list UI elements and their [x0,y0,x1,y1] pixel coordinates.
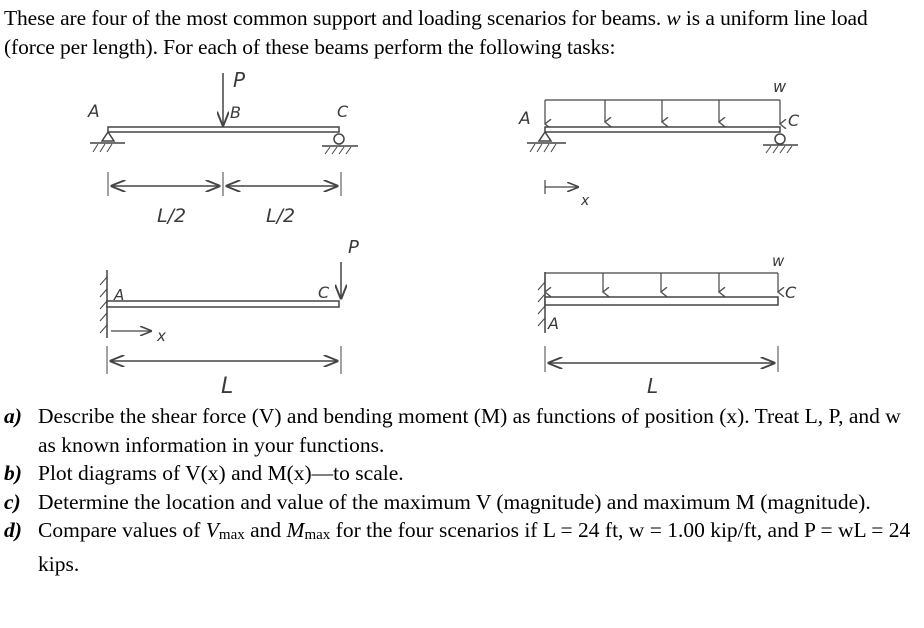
label-A: A [114,286,125,304]
label-x: x [157,327,166,345]
dim-left-half-span: L/2 [157,205,187,227]
dim-right-half-span: L/2 [266,205,296,227]
diagram-cantilever-point-load [100,262,341,374]
label-P: P [348,237,359,258]
task-label: b) [4,461,22,485]
label-w: w [772,252,785,270]
label-w: w [773,77,787,96]
beam-sketches [0,62,924,400]
task-label: a) [4,404,22,428]
task-d [4,516,919,578]
diagram-simply-supported-uniform-load [527,100,798,194]
dim-span-L: L [221,374,234,399]
label-A: A [88,102,100,122]
task-c [4,488,919,517]
label-C: C [788,111,800,130]
label-B: B [230,103,241,122]
intro-text-end: is a uniform line load (force per length). For each of these beams perform the following tasks: [4,6,868,59]
label-C: C [337,102,349,121]
dim-span-L: L [647,374,659,398]
label-A: A [548,314,559,333]
task-label: c) [4,489,21,514]
task-a [4,402,919,459]
task-label: d) [4,518,22,542]
label-x: x [581,193,590,209]
task-b [4,459,919,488]
intro-paragraph [4,4,919,62]
task-list [4,402,919,578]
task-text: Determine the location and value of the maximum V (magnitude) and maximum M (magnitude). [38,489,871,514]
label-C: C [318,283,330,302]
task-text: Describe the shear force (V) and bending moment (M) as functions of position (x). Treat L, P, and w as known information in your functions. [38,404,901,457]
mmax-symbol: M [286,518,305,542]
vmax-symbol: V [205,518,219,542]
label-C: C [785,283,797,302]
diagram-cantilever-uniform-load [538,272,778,372]
label-P: P [233,68,246,92]
task-text: Compare values of $V_{max}$ and $M_{max}$ for the four scenarios if L = 24 ft, w = 1.00 kip/ft, and P = wL = 24 kips. [38,518,911,576]
diagram-simply-supported-point-load [90,73,358,196]
label-A: A [519,109,531,129]
w-symbol: w [666,6,681,30]
task-text: Plot diagrams of V(x) and M(x)—to scale. [38,461,404,485]
intro-text-start: These are four of the most common support and loading scenarios for beams. [4,6,667,30]
